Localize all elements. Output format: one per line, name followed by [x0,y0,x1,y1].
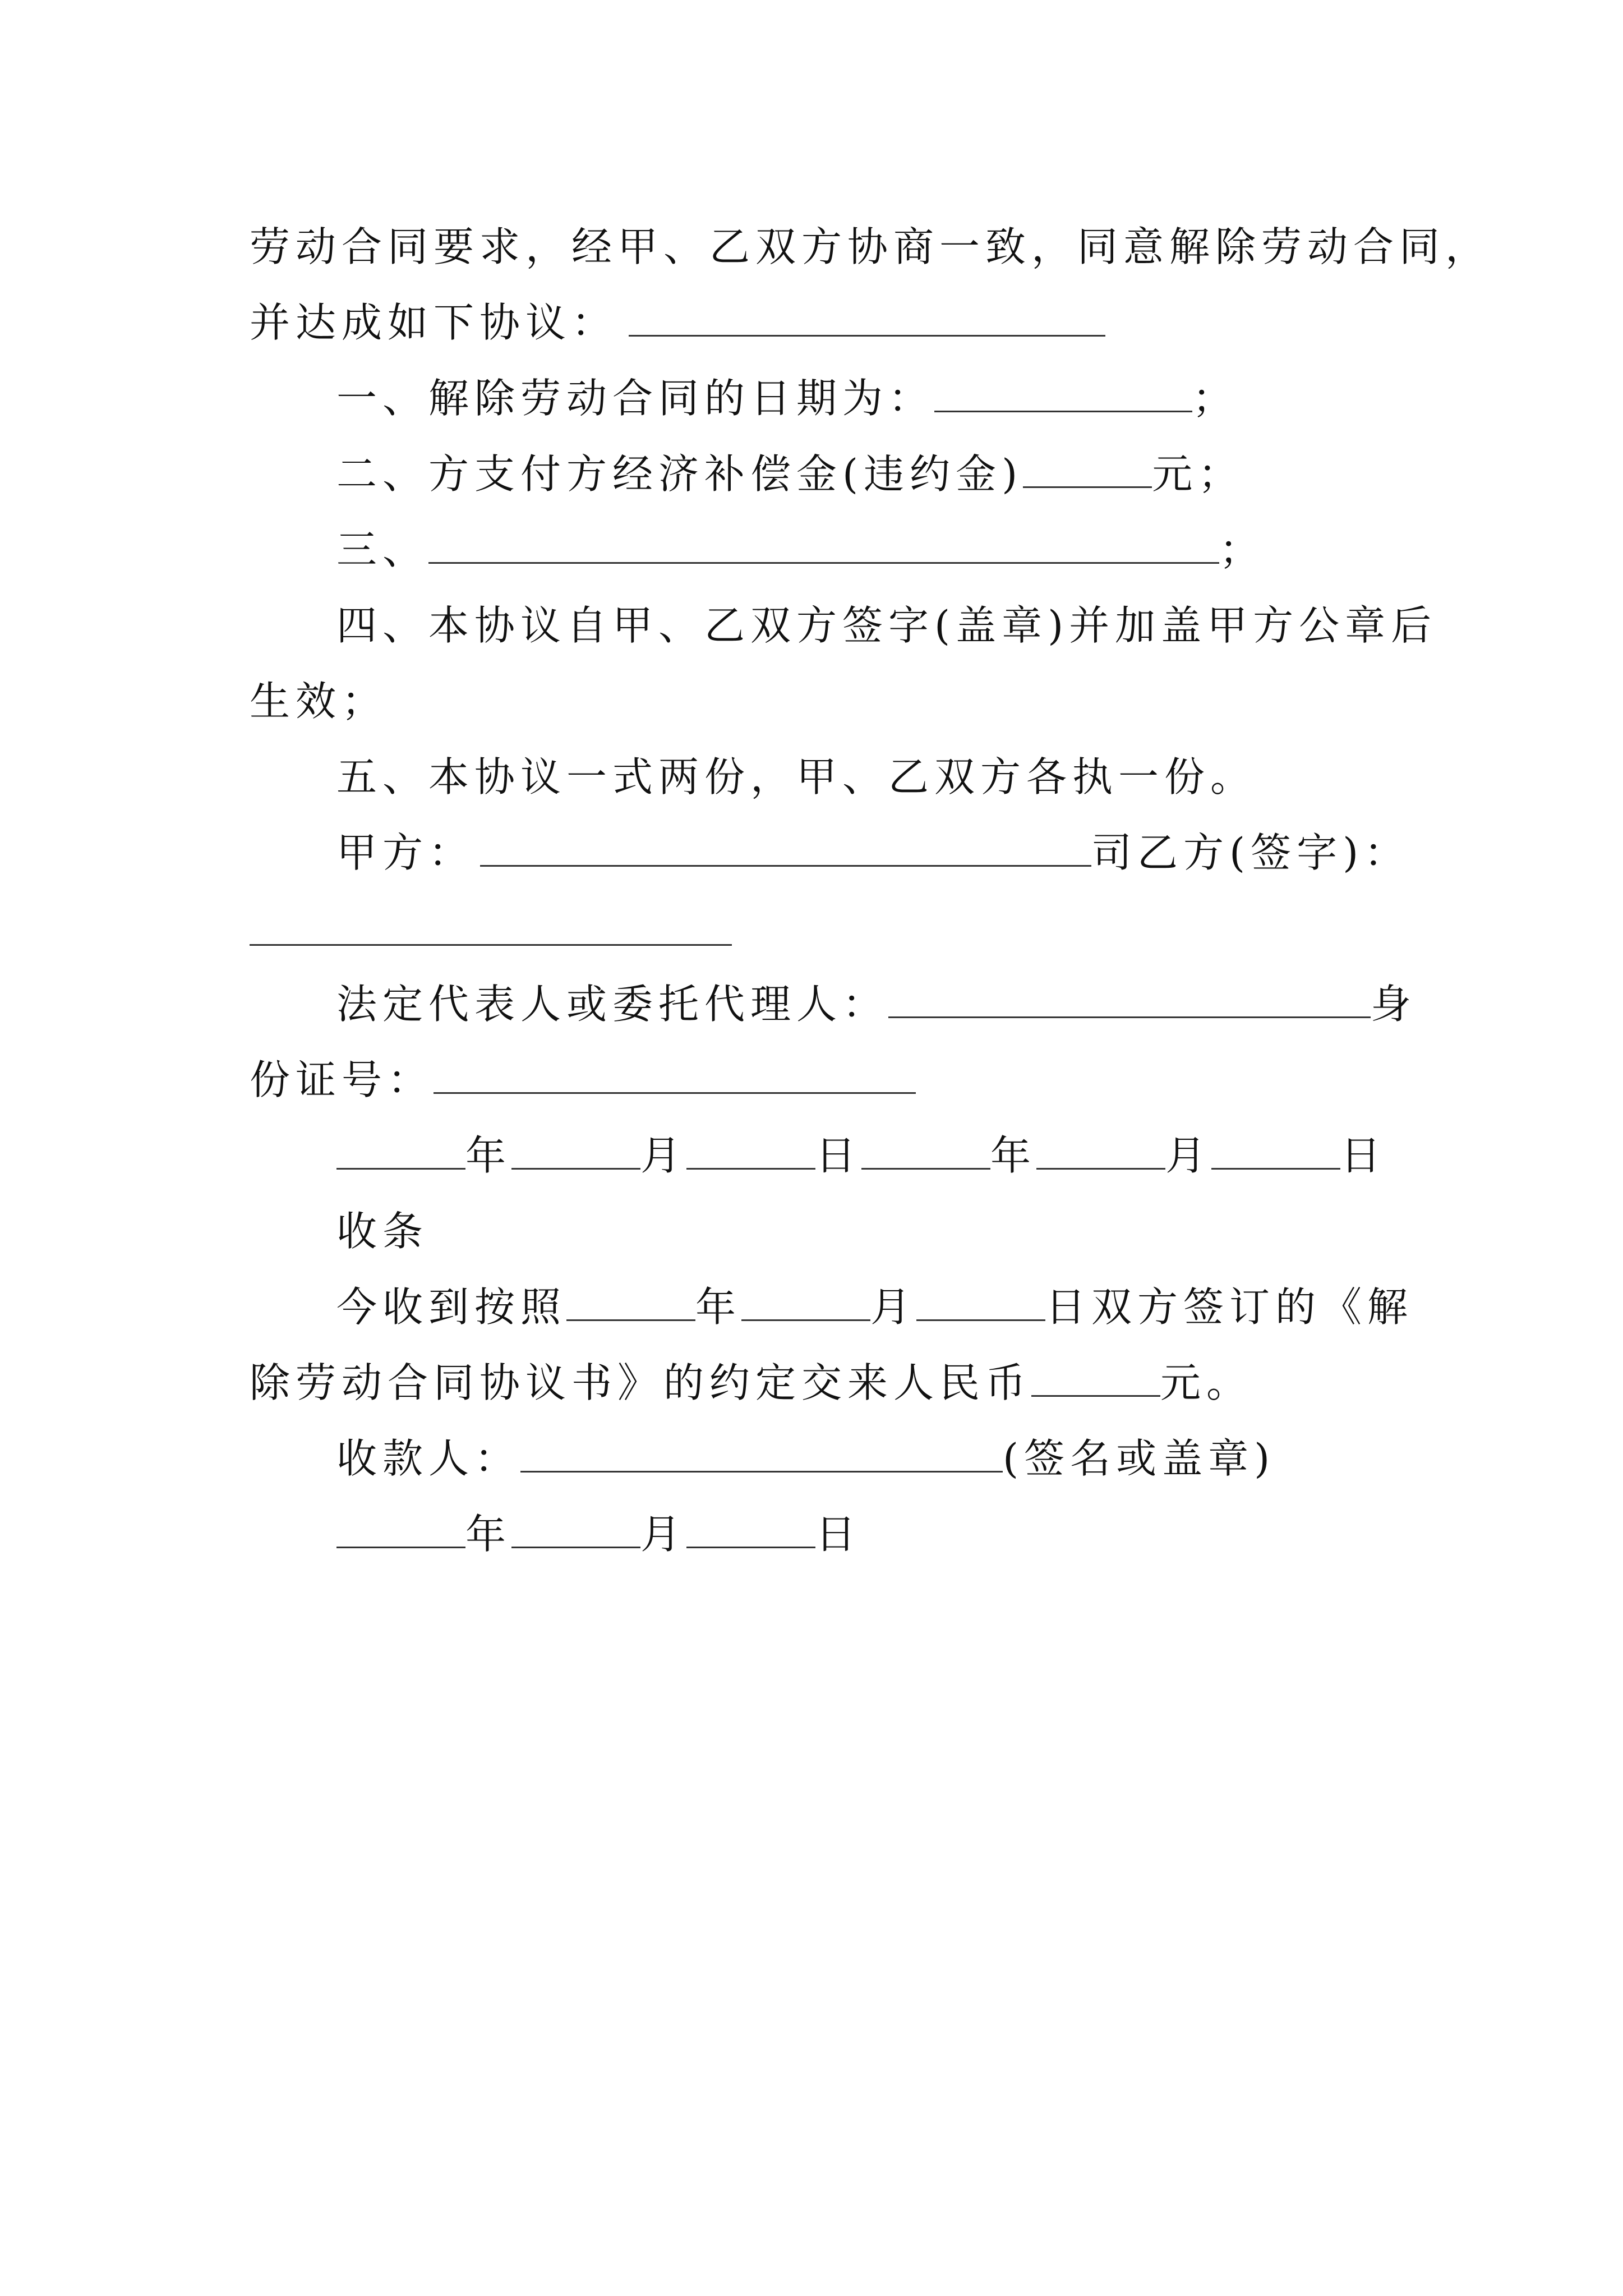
receipt-year-blank[interactable] [566,1282,695,1321]
representative-label: 法定代表人或委托代理人： [336,981,889,1028]
item-3-suffix: ； [1219,526,1266,573]
month-label: 月 [640,1132,687,1179]
item-1-label: 一、解除劳动合同的日期为： [336,375,935,422]
party-b-blank[interactable] [250,944,732,946]
party-b-year-blank[interactable] [861,1131,990,1170]
item-2-suffix: 元； [1152,450,1244,498]
payee-label: 收款人： [336,1435,521,1482]
receipt-line-1-suffix: 日双方签订的《解 [1045,1283,1414,1331]
party-a-label: 甲方： [336,829,475,876]
signing-dates-line [336,1128,1386,1184]
receipt-line-2-prefix: 除劳动合同协议书》的约定交来人民币 [250,1359,1032,1406]
party-a-blank[interactable] [480,828,1091,867]
final-year-label: 年 [465,1511,512,1558]
final-year-blank[interactable] [336,1510,465,1548]
party-b-month-blank[interactable] [1036,1131,1165,1170]
item-3-blank[interactable] [428,525,1219,564]
signature-parties-line [336,825,1410,881]
final-month-label: 月 [640,1511,687,1558]
id-number-line [250,1052,916,1108]
paragraph-line-1 [250,219,1491,275]
receipt-month-label: 月 [870,1283,917,1331]
item-1 [336,370,1238,426]
party-b-day-blank[interactable] [1211,1131,1340,1170]
day-label: 日 [815,1132,862,1179]
item-4-line-1 [336,597,1437,654]
item-4-text-cont: 生效； [250,678,388,725]
receipt-line-1 [336,1279,1413,1335]
text-line-1: 劳动合同要求，经甲、乙双方协商一致，同意解除劳动合同， [250,223,1492,270]
payee-suffix: (签名或盖章) [1003,1435,1276,1482]
receipt-title-text: 收条 [336,1208,429,1255]
item-5-text: 五、本协议一式两份，甲、乙双方各执一份。 [336,753,1257,800]
id-number-label: 份证号： [250,1056,434,1103]
item-4-line-2 [250,673,388,729]
text-line-2: 并达成如下协议： [250,299,618,346]
payee-line [336,1430,1275,1487]
compensation-amount-blank[interactable] [1023,449,1152,488]
item-2 [336,446,1244,502]
party-a-month-blank[interactable] [511,1131,640,1170]
month-label: 月 [1165,1132,1212,1179]
item-4-text: 四、本协议自甲、乙双方签字(盖章)并加盖甲方公章后 [336,602,1437,649]
termination-date-blank[interactable] [934,374,1192,412]
id-number-blank[interactable] [434,1055,916,1094]
receipt-line-1-prefix: 今收到按照 [336,1283,567,1331]
receipt-line-2 [250,1355,1252,1411]
representative-suffix: 身 [1371,981,1417,1028]
representative-blank[interactable] [888,979,1371,1018]
representative-line [336,976,1417,1032]
final-month-blank[interactable] [511,1510,640,1548]
receipt-day-blank[interactable] [916,1282,1045,1321]
receipt-line-2-suffix: 元。 [1160,1359,1253,1406]
paragraph-line-2 [250,295,1105,351]
party-b-label: 司乙方(签字)： [1091,829,1410,876]
year-label: 年 [990,1132,1037,1179]
receipt-month-blank[interactable] [741,1282,870,1321]
party-a-day-blank[interactable] [686,1131,815,1170]
item-3-label: 三、 [336,526,429,573]
day-label: 日 [1340,1132,1387,1179]
item-5 [336,749,1256,805]
receipt-date-line [336,1506,861,1562]
receipt-year-label: 年 [695,1283,742,1331]
receipt-title [336,1203,428,1259]
item-1-suffix: ； [1192,375,1239,422]
payee-blank[interactable] [520,1434,1003,1473]
item-3 [336,522,1265,578]
year-label: 年 [465,1132,512,1179]
item-2-label: 二、方支付方经济补偿金(违约金) [336,450,1023,498]
party-a-year-blank[interactable] [336,1131,465,1170]
final-day-label: 日 [815,1511,862,1558]
final-day-blank[interactable] [686,1510,815,1548]
receipt-amount-blank[interactable] [1031,1358,1160,1397]
agreement-blank[interactable] [629,298,1105,337]
